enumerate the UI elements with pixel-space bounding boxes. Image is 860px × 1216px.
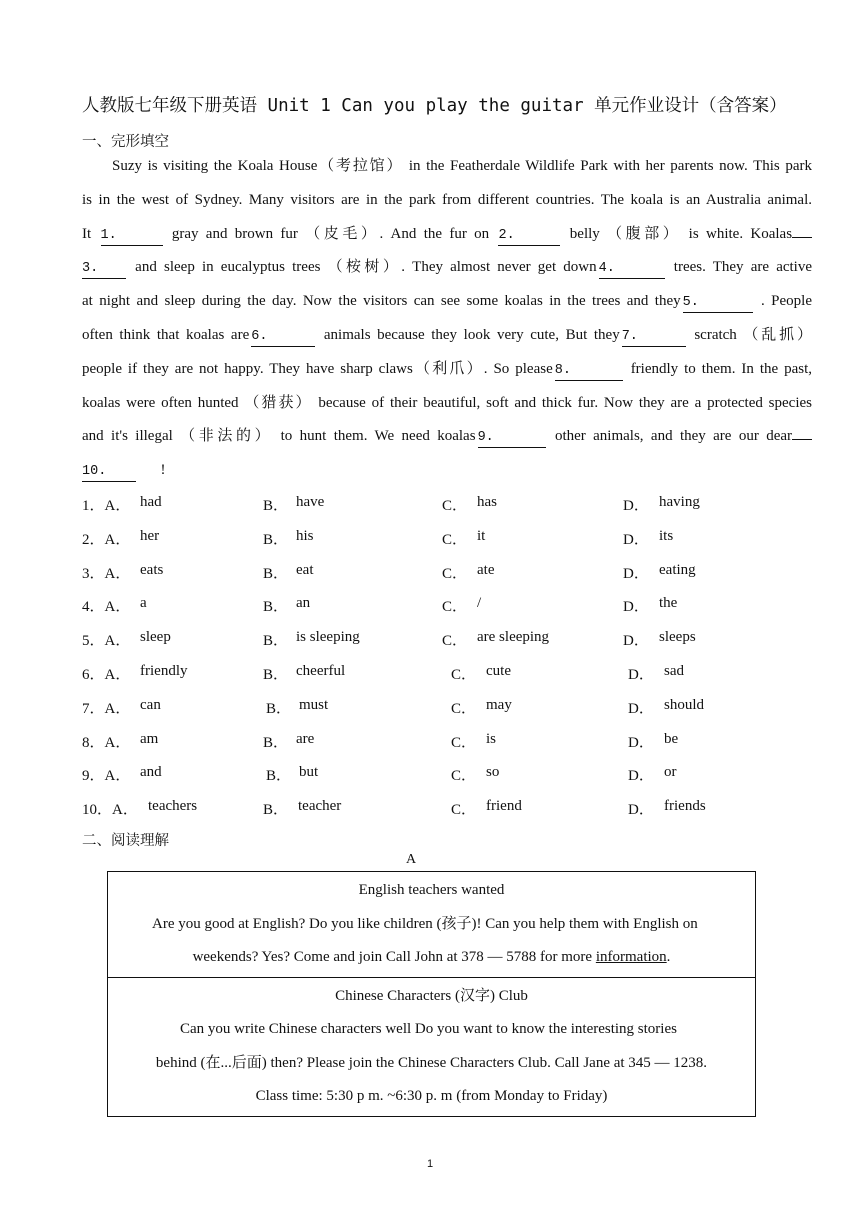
option-a: and	[140, 764, 162, 781]
option-dt: or	[664, 764, 677, 781]
question-row	[82, 663, 802, 685]
option-ct: cute	[486, 663, 511, 679]
option-ct: may	[486, 696, 512, 713]
option-dt: the	[659, 595, 678, 612]
question-row	[82, 731, 802, 753]
option-ct: has	[477, 494, 497, 510]
question-number: 2．A．	[82, 531, 131, 548]
blank-7: 7.	[622, 328, 686, 347]
option-c: C．	[451, 768, 477, 785]
option-ct: friend	[486, 798, 522, 815]
passage-line: 3. and sleep in eucalyptus trees （桉树）. They almost never get down 4. trees. They are active	[82, 251, 812, 285]
passage-line: at night and sleep during the day. Now the visitors can see some koalas in the trees and they 5. . People	[82, 285, 812, 319]
option-d: D．	[623, 531, 649, 548]
ad-line: behind (在...后面) then? Please join the Chinese Characters Club. Call Jane at 345 — 1238.	[155, 1054, 708, 1071]
option-c: C．	[442, 599, 468, 616]
option-bt: but	[299, 764, 319, 781]
passage-line: It 1. gray and brown fur （皮毛）. And the fur on 2. belly （腹部） is white. Koalas	[82, 218, 812, 252]
question-row	[82, 798, 802, 820]
option-c: C．	[442, 633, 468, 650]
option-c: C．	[451, 802, 477, 819]
option-d: D．	[628, 700, 654, 717]
option-a: can	[140, 696, 161, 713]
option-bt: teacher	[298, 798, 342, 815]
option-d: D．	[628, 734, 654, 751]
passage-line: Suzy is visiting the Koala House（考拉馆） in the Featherdale Wildlife Park with her parents now. This park	[112, 158, 812, 174]
option-c: C．	[451, 667, 477, 683]
option-d: D．	[623, 565, 649, 582]
question-row	[82, 595, 802, 617]
option-ct: /	[477, 595, 482, 612]
question-number: 8．A．	[82, 734, 131, 751]
reading-part-label: A	[406, 852, 417, 867]
option-c: C．	[451, 700, 477, 717]
option-b: B．	[263, 633, 289, 650]
question-number: 5．A．	[82, 633, 131, 650]
question-row	[82, 629, 802, 651]
question-number: 10．A．	[82, 802, 138, 819]
passage-line: is in the west of Sydney. Many visitors are in the park from different countries. The koala is an Australia animal.	[82, 191, 812, 208]
option-ct: is	[486, 730, 497, 747]
passage-line: often think that koalas are 6. animals because they look very cute, But they 7. scratch （乱抓）	[82, 319, 812, 353]
option-b: B．	[263, 802, 289, 819]
blank-1: 1.	[101, 227, 163, 246]
passage-line: and it's illegal （非法的） to hunt them. We need koalas 9. other animals, and they are our dear	[82, 420, 812, 454]
option-ct: it	[477, 527, 486, 544]
ads-table	[107, 871, 756, 1117]
passage-line: people if they are not happy. They have sharp claws（利爪）. So please 8. friendly to them. In the past,	[82, 353, 812, 387]
blank-8: 8.	[555, 362, 623, 381]
option-c: C．	[442, 498, 468, 514]
option-a: eats	[140, 561, 164, 578]
option-d: D．	[623, 599, 649, 616]
option-a: sleep	[140, 629, 171, 646]
option-b: B．	[263, 599, 289, 616]
option-dt: its	[659, 527, 674, 544]
question-number: 1．A．	[82, 498, 131, 514]
option-d: D．	[628, 802, 654, 819]
option-d: D．	[623, 633, 649, 650]
option-ct: so	[486, 764, 500, 781]
option-bt: is sleeping	[296, 629, 360, 646]
section-heading-cloze: 一、完形填空	[82, 134, 169, 150]
option-bt: eat	[296, 561, 314, 578]
option-dt: friends	[664, 798, 706, 815]
option-b: B．	[266, 768, 292, 785]
option-d: D．	[628, 667, 654, 683]
option-dt: having	[659, 494, 700, 510]
ad-line: Are you good at English? Do you like children (孩子)! Can you help them with English on	[152, 915, 698, 932]
option-d: D．	[628, 768, 654, 785]
ad-line: Can you write Chinese characters well Do you want to know the interesting stories	[180, 1021, 677, 1037]
option-bt: an	[296, 595, 311, 612]
option-ct: are sleeping	[477, 629, 550, 646]
option-dt: eating	[659, 561, 696, 578]
option-bt: are	[296, 730, 315, 747]
option-dt: sad	[664, 663, 684, 679]
page-number: 1	[426, 1158, 434, 1170]
question-number: 3．A．	[82, 565, 131, 582]
ad-title: English teachers wanted	[358, 882, 505, 898]
option-ct: ate	[477, 561, 495, 578]
option-c: C．	[451, 734, 477, 751]
option-bt: have	[296, 494, 325, 510]
question-row	[82, 764, 802, 786]
option-b: B．	[263, 667, 289, 683]
question-row	[82, 494, 802, 516]
option-a: teachers	[148, 798, 198, 815]
option-b: B．	[263, 531, 289, 548]
option-a: am	[140, 730, 159, 747]
option-bt: must	[299, 696, 329, 713]
passage-line: koalas were often hunted （猎获） because of their beautiful, soft and thick fur. Now they are a protected species	[82, 394, 812, 411]
ad-english-teachers	[108, 872, 756, 978]
ad-line: Class time: 5:30 p m. ~6:30 p. m (from Monday to Friday)	[255, 1088, 608, 1104]
cloze-passage	[82, 150, 812, 488]
question-row	[82, 562, 802, 584]
question-row	[82, 528, 802, 550]
page-title: 人教版七年级下册英语 Unit 1 Can you play the guitar 单元作业设计（含答案）	[82, 96, 787, 116]
option-d: D．	[623, 498, 649, 514]
blank-5: 5.	[683, 294, 753, 313]
option-dt: should	[664, 696, 705, 713]
option-a: friendly	[140, 663, 188, 679]
blank-2: 2.	[498, 227, 560, 246]
option-bt: his	[296, 527, 314, 544]
option-b: B．	[263, 565, 289, 582]
option-b: B．	[263, 498, 289, 514]
option-a: her	[140, 527, 160, 544]
option-a: a	[140, 595, 147, 612]
blank-9: 9.	[478, 429, 546, 448]
question-number: 7．A．	[82, 700, 131, 717]
option-dt: sleeps	[659, 629, 696, 646]
question-number: 9．A．	[82, 768, 131, 785]
ad-line: weekends? Yes? Come and join Call John at 378 — 5788 for more information.	[192, 949, 671, 965]
option-bt: cheerful	[296, 663, 346, 679]
ad-chinese-club	[108, 977, 756, 1116]
question-number: 6．A．	[82, 667, 131, 683]
option-c: C．	[442, 531, 468, 548]
option-dt: be	[664, 730, 679, 747]
option-c: C．	[442, 565, 468, 582]
blank-4: 4.	[599, 260, 665, 279]
section-heading-reading: 二、阅读理解	[82, 833, 169, 849]
information-link: information	[595, 949, 667, 965]
blank-10: 10.	[82, 463, 136, 482]
blank-3: 3.	[82, 260, 126, 279]
question-number: 4．A．	[82, 599, 131, 616]
ad-title: Chinese Characters (汉字) Club	[335, 987, 528, 1004]
passage-line: 10. !	[82, 454, 812, 488]
option-a: had	[140, 494, 162, 510]
question-row	[82, 697, 802, 719]
blank-6: 6.	[251, 328, 315, 347]
option-b: B．	[266, 700, 292, 717]
option-b: B．	[263, 734, 289, 751]
